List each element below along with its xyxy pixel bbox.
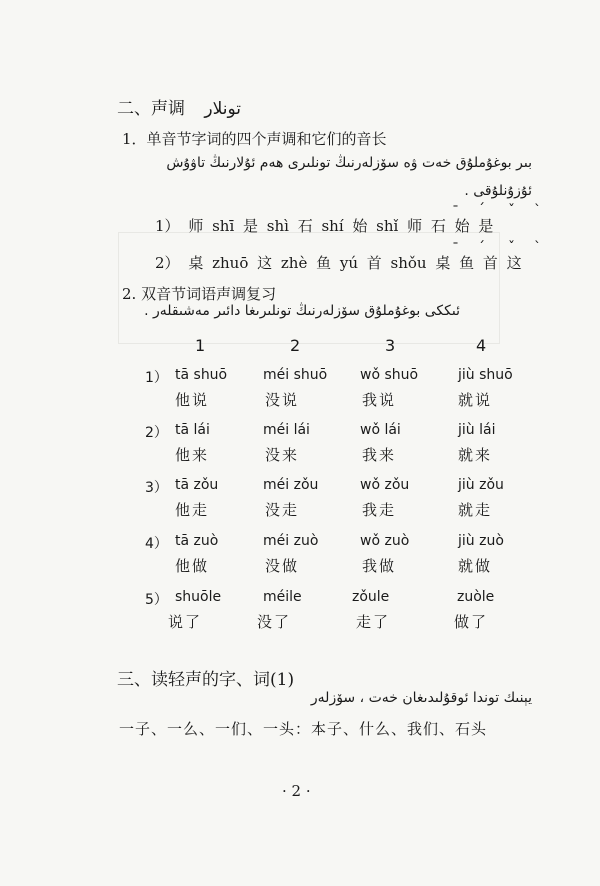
sub1-ug-line1: بىر بوغۇملۇق خەت ۋە سۆزلەرنىڭ تونلىرى ھەم ئۇلارنىڭ تاۋۇش — [166, 155, 532, 171]
sub1-ug-line2: ئۇزۇنلۇقى . — [464, 183, 532, 199]
sub2-row-2-hanzi-1: 他来 — [175, 446, 210, 464]
col-header-3: 3 — [385, 336, 396, 355]
sub2-row-2-pinyin-2: méi lái — [263, 422, 310, 438]
section2-title-cn: 二、声调 — [117, 99, 185, 119]
sub2-row-2-pinyin-3: wǒ lái — [360, 422, 401, 438]
tone-mark-5: ¯ — [452, 241, 459, 257]
sub2-row-1-hanzi-3: 我说 — [362, 391, 397, 409]
section2-heading — [117, 94, 241, 119]
sub2-row-1-pinyin-4: jiù shuō — [458, 367, 513, 383]
sub2-row-4-pinyin-3: wǒ zuò — [360, 533, 410, 549]
sub2-row-1-hanzi-2: 没说 — [265, 391, 300, 409]
sub2-row-3-hanzi-4: 就走 — [458, 501, 493, 519]
sub2-row-5-pinyin-1: shuōle — [175, 589, 222, 605]
tone-mark-1: ¯ — [452, 204, 459, 220]
sub2-row-4-hanzi-3: 我做 — [362, 557, 397, 575]
tone-mark-6: ˊ — [478, 240, 485, 256]
section3-examples: 一子、一么、一们、一头：本子、什么、我们、石头 — [119, 720, 488, 738]
sub2-row-3-hanzi-3: 我走 — [362, 501, 397, 519]
sub2-row-1-hanzi-4: 就说 — [458, 391, 493, 409]
sub2-row-5-pinyin-4: zuòle — [457, 589, 495, 605]
sub1-row-2-num: 2） — [155, 254, 180, 272]
section3-ug: يېنىك توندا ئوقۇلىدىغان خەت ، سۆزلەر — [310, 690, 532, 706]
sub2-row-3-pinyin-4: jiù zǒu — [458, 477, 504, 493]
sub2-row-4-pinyin-4: jiù zuò — [458, 533, 504, 549]
sub2-row-5-hanzi-2: 没了 — [257, 613, 292, 631]
col-header-4: 4 — [476, 336, 487, 355]
sub2-ug: ئىككى بوغۇملۇق سۆزلەرنىڭ تونلىرىغا دائىر مەشىقلەر . — [144, 303, 460, 319]
sub2-row-5-pinyin-2: méile — [263, 589, 302, 605]
sub1-row-1-text: 师 shī 是 shì 石 shí 始 shǐ 师 石 始 是 — [188, 217, 494, 235]
sub2-row-5-hanzi-3: 走了 — [356, 613, 391, 631]
sub2-row-5-hanzi-4: 做了 — [454, 613, 489, 631]
sub1-row-2 — [155, 252, 522, 273]
sub2-row-4-hanzi-4: 就做 — [458, 557, 493, 575]
sub2-row-3-hanzi-2: 没走 — [265, 501, 300, 519]
section3-title: 三、读轻声的字、词(1) — [117, 670, 295, 690]
sub1-row-1-num: 1） — [155, 217, 180, 235]
col-header-2: 2 — [290, 336, 301, 355]
sub2-row-3-pinyin-2: méi zǒu — [263, 477, 319, 493]
sub2-row-2-num: 2） — [145, 425, 168, 441]
sub2-row-4-num: 4） — [145, 536, 168, 552]
sub2-row-2-pinyin-1: tā lái — [175, 422, 210, 438]
sub2-row-2-pinyin-4: jiù lái — [458, 422, 496, 438]
sub2-row-5-num: 5） — [145, 592, 168, 608]
sub2-row-3-hanzi-1: 他走 — [175, 501, 210, 519]
tone-mark-7: ˇ — [508, 240, 515, 256]
sub2-title: 2. 双音节词语声调复习 — [122, 285, 277, 303]
sub2-row-3-num: 3） — [145, 480, 168, 496]
sub2-row-4-hanzi-1: 他做 — [175, 557, 210, 575]
tone-mark-4: ˋ — [534, 203, 541, 219]
sub2-row-1-num: 1） — [145, 370, 168, 386]
sub2-row-5-hanzi-1: 说了 — [168, 613, 203, 631]
section2-title-ug: تونلار — [204, 99, 242, 119]
col-header-1: 1 — [195, 336, 206, 355]
tone-mark-2: ˊ — [478, 202, 485, 218]
sub2-row-1-pinyin-3: wǒ shuō — [360, 367, 419, 383]
sub2-row-2-hanzi-3: 我来 — [362, 446, 397, 464]
sub2-row-4-hanzi-2: 没做 — [265, 557, 300, 575]
sub2-row-1-hanzi-1: 他说 — [175, 391, 210, 409]
sub2-row-5-pinyin-3: zǒule — [352, 589, 390, 605]
sub2-row-3-pinyin-1: tā zǒu — [175, 477, 219, 493]
sub2-row-2-hanzi-4: 就来 — [458, 446, 493, 464]
sub1-row-1 — [155, 215, 493, 236]
sub1-row-2-text: 桌 zhuō 这 zhè 鱼 yú 首 shǒu 桌 鱼 首 这 — [188, 254, 522, 272]
sub1-title: 1．单音节字词的四个声调和它们的音长 — [122, 130, 387, 148]
tone-mark-8: ˋ — [534, 240, 541, 256]
sub2-row-4-pinyin-1: tā zuò — [175, 533, 219, 549]
sub2-row-4-pinyin-2: méi zuò — [263, 533, 319, 549]
sub2-row-1-pinyin-1: tā shuō — [175, 367, 228, 383]
sub2-row-1-pinyin-2: méi shuō — [263, 367, 328, 383]
sub2-row-2-hanzi-2: 没来 — [265, 446, 300, 464]
page-number: · 2 · — [282, 782, 311, 800]
tone-mark-3: ˇ — [508, 203, 515, 219]
sub2-row-3-pinyin-3: wǒ zǒu — [360, 477, 410, 493]
